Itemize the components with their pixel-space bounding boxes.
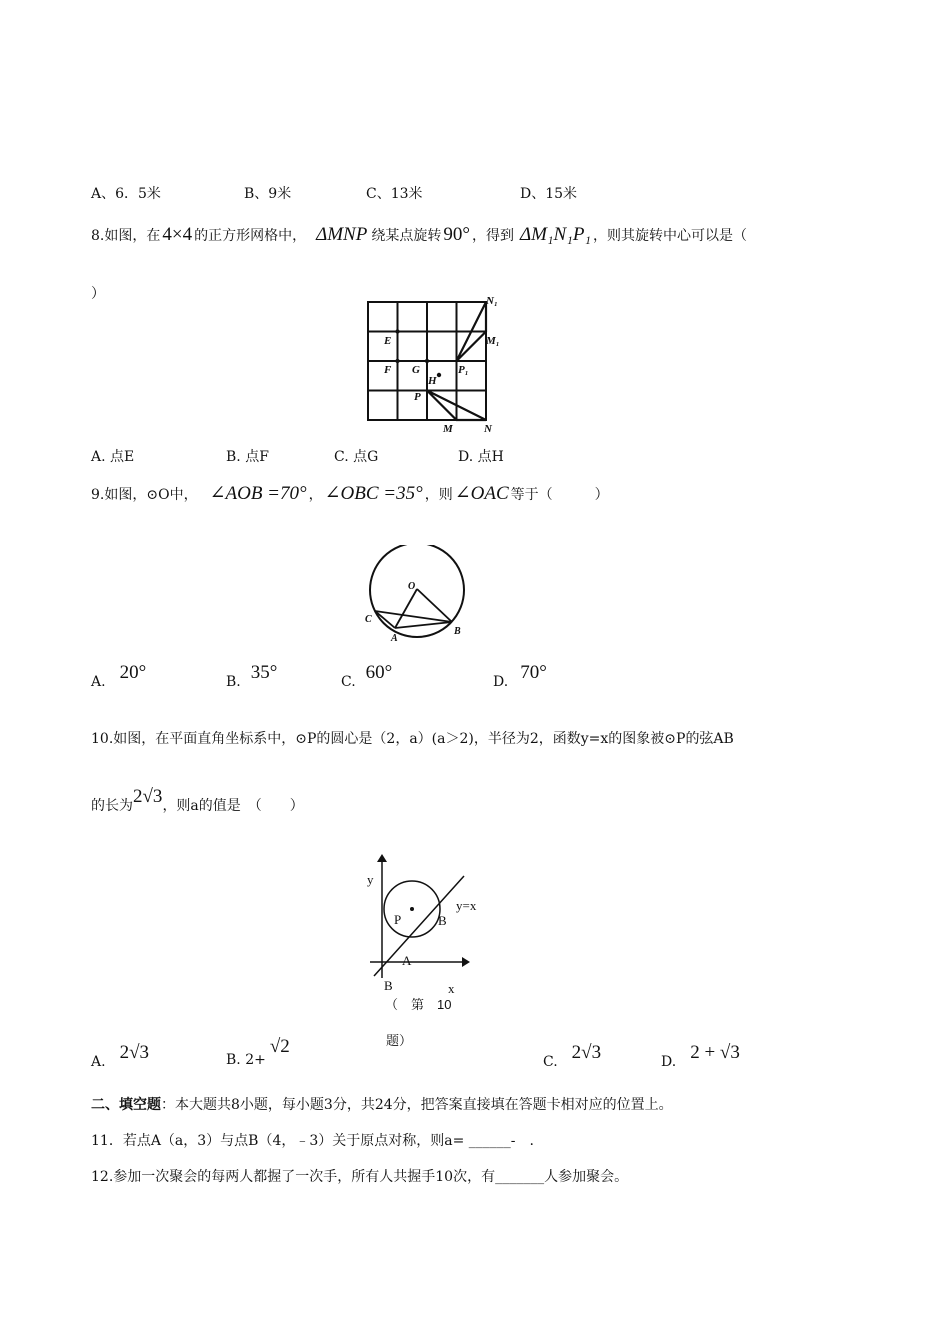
label-a: A <box>391 633 398 644</box>
q8-close-paren: ） <box>91 286 105 302</box>
q8-option-d: D. 点H <box>458 449 504 465</box>
q9-option-b-letter: B. <box>226 674 241 690</box>
q10-option-b <box>226 1036 290 1068</box>
q9-mid: ，则 <box>424 487 453 503</box>
q9-option-d-letter: D. <box>493 674 509 690</box>
q10-line2-pre: 的长为 <box>91 798 133 814</box>
section-2-title: 二、填空题 <box>91 1097 161 1113</box>
segment-oa <box>395 589 417 628</box>
label-b: B <box>454 626 461 637</box>
q9-option-a-value: 20° <box>119 662 147 683</box>
section-2-heading <box>91 1094 673 1114</box>
q9-sep: ， <box>308 487 323 503</box>
label-f: F <box>384 364 392 376</box>
q7-option-b: B、9米 <box>244 186 292 202</box>
point-f <box>395 359 399 363</box>
label-p1: P₁ <box>458 364 469 376</box>
q9-option-c-value: 60° <box>365 662 393 683</box>
q10-line2 <box>91 786 304 814</box>
q9-option-d-value: 70° <box>520 662 547 683</box>
q10-caption-2: 题） <box>386 1033 413 1048</box>
center-p <box>410 907 414 911</box>
q9-lead: 9.如图，⊙O中， <box>91 487 198 503</box>
q9-option-a-letter: A. <box>91 674 106 690</box>
q8-option-b: B. 点F <box>226 449 269 465</box>
q10-line2-post: ，则a的值是 （ ） <box>162 798 304 814</box>
q10-line2-math: 2√3 <box>133 786 163 807</box>
q8-angle: 90° <box>443 224 470 245</box>
section-2-instructions: ：本大题共8小题，每小题3分，共24分，把答案直接填在答题卡相对应的位置上。 <box>161 1097 673 1113</box>
label-m1: M₁ <box>486 335 500 347</box>
q8-grid-figure <box>360 292 510 434</box>
line-y-equals-x <box>374 876 464 976</box>
label-b-lower: B <box>384 978 393 993</box>
circle-o <box>370 545 464 637</box>
q8-triangle-1: ΔMNP <box>316 224 368 245</box>
point-e <box>395 329 399 333</box>
label-o: O <box>408 581 416 592</box>
q8-mid3: ，得到 <box>471 228 514 244</box>
q10-coordinate-figure <box>360 850 490 1000</box>
q9-angle-obc: ∠OBC =35° <box>324 483 423 504</box>
point-g <box>425 359 429 363</box>
q10-option-d <box>661 1042 740 1070</box>
q10-line1: 10.如图，在平面直角坐标系中，⊙P的圆心是（2，a）(a＞2)，半径为2，函数y=x的图象被⊙P的弦AB <box>91 731 734 747</box>
q8-triangle-2: ΔM₁N₁P₁ <box>519 224 592 245</box>
q9-tail: 等于（ ） <box>510 487 609 503</box>
q8-option-a: A. 点E <box>91 449 135 465</box>
point-h <box>437 373 441 377</box>
q9-stem <box>91 482 609 505</box>
segment-ab <box>395 622 452 628</box>
label-g: G <box>412 364 420 376</box>
label-n: N <box>484 423 492 434</box>
q9-angle-oac: ∠OAC <box>454 483 509 504</box>
q8-option-c: C. 点G <box>334 449 379 465</box>
label-n1: N₁ <box>486 295 498 307</box>
label-a: A <box>402 953 412 968</box>
q10-option-c-value: 2√3 <box>571 1042 602 1063</box>
q9-option-b-value: 35° <box>250 662 278 683</box>
label-p: P <box>414 391 421 403</box>
q10-option-a <box>91 1042 149 1070</box>
q8-tail: ，则其旋转中心可以是（ <box>593 228 748 244</box>
y-axis-arrow-icon <box>377 854 387 862</box>
q9-option-b <box>226 662 278 690</box>
q12-text: 12.参加一次聚会的每两人都握了一次手，所有人共握手10次，有_______人参加聚会。 <box>91 1169 629 1185</box>
q10-option-b-value: √2 <box>269 1036 290 1057</box>
q8-mid1: 的正方形网格中， <box>194 228 307 244</box>
q11-text: 11．若点A（a，3）与点B（4，﹣3）关于原点对称，则a= ______- . <box>91 1133 534 1149</box>
q10-option-b-letter: B. 2+ <box>226 1052 266 1068</box>
label-line: y=x <box>456 898 477 913</box>
q10-option-a-value: 2√3 <box>119 1042 149 1063</box>
q9-angle-aob: ∠AOB =70° <box>209 483 307 504</box>
q9-circle-figure <box>360 545 475 645</box>
q10-option-d-value: 2 + √3 <box>690 1042 740 1063</box>
q7-option-a: A、6．5米 <box>91 186 161 202</box>
q10-caption-1: （ 第 10 <box>385 997 452 1012</box>
q8-stem <box>91 224 747 246</box>
label-y: y <box>367 872 374 887</box>
q9-option-c <box>341 662 393 690</box>
label-h: H <box>428 375 437 387</box>
q10-option-d-letter: D. <box>661 1054 677 1070</box>
q8-lead: 8.如图，在 <box>91 228 161 244</box>
label-c: C <box>365 614 372 625</box>
label-m: M <box>443 423 453 434</box>
label-b-upper: B <box>438 913 447 928</box>
q10-option-c <box>543 1042 602 1070</box>
q7-option-c: C、13米 <box>366 186 423 202</box>
q9-option-d <box>493 662 547 690</box>
q7-option-d: D、15米 <box>520 186 578 202</box>
q10-option-a-letter: A. <box>91 1054 106 1070</box>
q8-grid-size: 4×4 <box>162 224 193 245</box>
q9-option-a <box>91 662 147 690</box>
q10-option-c-letter: C. <box>543 1054 558 1070</box>
label-e: E <box>384 335 392 347</box>
q9-option-c-letter: C. <box>341 674 356 690</box>
label-x: x <box>448 981 455 996</box>
label-p: P <box>394 912 402 927</box>
x-axis-arrow-icon <box>462 957 470 967</box>
q8-mid2: 绕某点旋转 <box>371 228 442 244</box>
